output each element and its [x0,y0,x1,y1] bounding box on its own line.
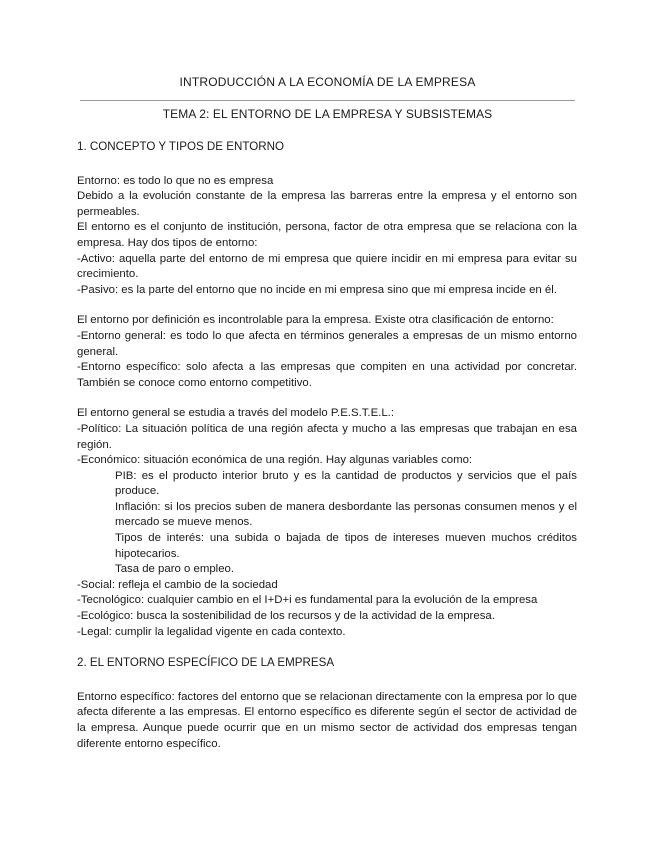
paragraph-line: Entorno: es todo lo que no es empresa [77,174,274,187]
economic-variable: PIB: es el producto interior bruto y es la cantidad de productos y servicios que el país produce. [115,469,577,498]
header-divider [80,100,575,101]
paragraph-line: -Entorno específico: solo afecta a las empresas que compiten en una actividad por concretar. También se conoce como entorno competitivo. [77,361,577,389]
paragraph-line: -Pasivo: es la parte del entorno que no incide en mi empresa sino que mi empresa incide en él. [77,283,557,296]
pestel-politico: -Político: La situación política de una región afecta y mucho a las empresas que trabajan en esa región. [77,422,577,451]
document-header-title: INTRODUCCIÓN A LA ECONOMÍA DE LA EMPRESA [179,75,476,89]
paragraph-line: -Entorno general: es todo lo que afecta en términos generales a empresas de un mismo entorno general. [77,329,577,358]
pestel-tecnologico: -Tecnológico: cualquier cambio en el I+D+i es fundamental para la evolución de la empresa [77,594,538,607]
economic-variable: Inflación: si los precios suben de manera desbordante las personas consumen menos y el mercado se mueve menos. [115,500,577,529]
document-body [77,139,577,752]
pestel-social: -Social: refleja el cambio de la sociedad [77,578,278,591]
pestel-economico: -Económico: situación económica de una región. Hay algunas variables como: [77,454,473,467]
pestel-legal: -Legal: cumplir la legalidad vigente en cada contexto. [77,625,346,638]
economic-variable: Tasa de paro o empleo. [115,563,235,576]
pestel-intro: El entorno general se estudia a través del modelo P.E.S.T.E.L.: [77,407,395,420]
paragraph-line: -Activo: aquella parte del entorno de mi empresa que quiere incidir en mi empresa para evitar su crecimiento. [77,252,577,281]
section-1-heading: 1. CONCEPTO Y TIPOS DE ENTORNO [77,140,285,153]
section-2-heading: 2. EL ENTORNO ESPECÍFICO DE LA EMPRESA [77,656,335,670]
paragraph-line: Debido a la evolución constante de la empresa las barreras entre la empresa y el entorno son permeables. [77,190,577,218]
section-2-paragraph: Entorno específico: factores del entorno que se relacionan directamente con la empresa por lo que afecta diferente a las empresas. El entorno específico es diferente según el sector de actividad de la empresa. Aunque puede ocurrir que en un mismo sector de actividad dos empresas tengan diferente entorno específico. [77,690,577,750]
pestel-ecologico: -Ecológico: busca la sostenibilidad de los recursos y de la actividad de la empresa. [77,610,495,623]
paragraph-line: El entorno por definición es incontrolable para la empresa. Existe otra clasificación de entorno: [77,314,554,327]
paragraph-line: El entorno es el conjunto de institución, persona, factor de otra empresa que se relaciona con la empresa. Hay dos tipos de entorno: [77,221,577,249]
topic-subtitle: TEMA 2: EL ENTORNO DE LA EMPRESA Y SUBSISTEMAS [162,107,493,121]
economic-variable: Tipos de interés: una subida o bajada de tipos de intereses mueven muchos créditos hipotecarios. [115,532,577,560]
